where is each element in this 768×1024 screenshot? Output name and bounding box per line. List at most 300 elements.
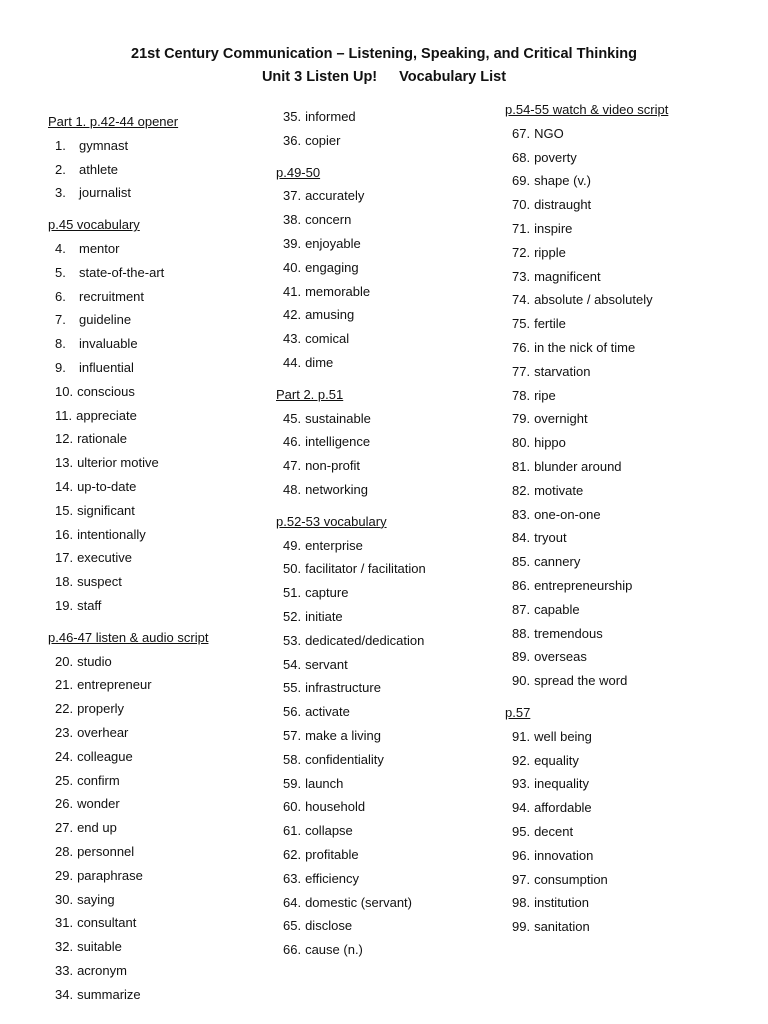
item-word: copier <box>305 132 341 148</box>
item-number: 59. <box>283 775 302 791</box>
item-number: 40. <box>283 259 302 275</box>
item-number: 34. <box>55 986 74 1002</box>
item-number: 42. <box>283 307 302 323</box>
vocab-item <box>276 105 426 129</box>
item-word: one-on-one <box>534 506 601 522</box>
item-word: enjoyable <box>305 235 361 251</box>
item-number: 81. <box>512 458 531 474</box>
vocab-item <box>48 499 208 523</box>
item-number: 9. <box>55 359 66 375</box>
item-number: 43. <box>283 331 302 347</box>
item-number: 31. <box>55 915 74 931</box>
item-word: acronym <box>77 962 127 978</box>
vocab-item <box>276 430 426 454</box>
item-number: 4. <box>55 240 66 256</box>
vocab-item <box>276 843 426 867</box>
vocab-item <box>505 574 668 598</box>
item-number: 7. <box>55 312 66 328</box>
vocab-item <box>48 523 208 547</box>
item-number: 68. <box>512 149 531 165</box>
vocab-section <box>48 626 208 1007</box>
item-word: confidentiality <box>305 751 384 767</box>
item-number: 51. <box>283 585 302 601</box>
vocab-item <box>276 534 426 558</box>
vocab-item <box>48 427 208 451</box>
vocab-item <box>276 232 426 256</box>
item-number: 12. <box>55 431 74 447</box>
vocab-item <box>505 669 668 693</box>
item-word: sanitation <box>534 919 590 935</box>
vocab-item <box>505 772 668 796</box>
item-number: 93. <box>512 776 531 792</box>
vocab-item <box>276 700 426 724</box>
vocab-item <box>48 451 208 475</box>
vocab-item <box>48 983 208 1007</box>
item-number: 70. <box>512 197 531 213</box>
section-heading: p.52-53 vocabulary <box>276 513 387 529</box>
item-word: make a living <box>305 727 381 743</box>
vocab-item <box>505 407 668 431</box>
item-word: cause (n.) <box>305 942 363 958</box>
vocab-item <box>505 749 668 773</box>
item-number: 71. <box>512 220 531 236</box>
item-number: 83. <box>512 506 531 522</box>
vocab-item <box>48 134 208 158</box>
item-number: 36. <box>283 132 302 148</box>
vocab-item <box>48 261 208 285</box>
vocab-item <box>48 959 208 983</box>
item-word: properly <box>77 701 125 717</box>
vocab-item <box>505 598 668 622</box>
vocab-section <box>276 105 426 153</box>
item-word: accurately <box>305 188 365 204</box>
vocab-section <box>276 383 426 502</box>
title-line-1: 21st Century Communication – Listening, Speaking, and Critical Thinking <box>131 46 637 62</box>
item-number: 14. <box>55 478 74 494</box>
vocab-column-3 <box>505 98 668 939</box>
item-word: well being <box>534 728 592 744</box>
item-word: profitable <box>305 846 359 862</box>
document-subtitle <box>0 66 768 88</box>
item-word: intentionally <box>77 526 146 542</box>
item-word: summarize <box>77 986 141 1002</box>
item-number: 82. <box>512 482 531 498</box>
item-number: 56. <box>283 704 302 720</box>
item-number: 75. <box>512 316 531 332</box>
item-word: servant <box>305 656 348 672</box>
vocab-item <box>48 840 208 864</box>
item-number: 48. <box>283 481 302 497</box>
item-word: invaluable <box>79 336 138 352</box>
item-word: mentor <box>79 240 120 256</box>
vocab-item <box>505 622 668 646</box>
item-number: 62. <box>283 846 302 862</box>
vocab-item <box>276 557 426 581</box>
item-number: 92. <box>512 752 531 768</box>
item-word: ulterior motive <box>77 455 159 471</box>
item-word: spread the word <box>534 673 628 689</box>
vocab-item <box>276 724 426 748</box>
item-word: executive <box>77 550 132 566</box>
vocab-item <box>276 407 426 431</box>
item-word: saying <box>77 891 115 907</box>
item-word: affordable <box>534 800 592 816</box>
item-word: entrepreneur <box>77 677 152 693</box>
document-title <box>0 43 768 65</box>
vocab-item <box>505 891 668 915</box>
item-number: 76. <box>512 339 531 355</box>
item-number: 30. <box>55 891 74 907</box>
vocab-item <box>276 605 426 629</box>
item-number: 64. <box>283 894 302 910</box>
vocab-section <box>48 213 208 618</box>
item-word: overhear <box>77 724 129 740</box>
item-word: motivate <box>534 482 584 498</box>
vocab-item <box>505 503 668 527</box>
item-word: collapse <box>305 823 353 839</box>
item-word: conscious <box>77 383 135 399</box>
item-number: 63. <box>283 870 302 886</box>
vocab-item <box>505 384 668 408</box>
item-number: 47. <box>283 458 302 474</box>
item-word: paraphrase <box>77 867 143 883</box>
item-number: 46. <box>283 434 302 450</box>
vocab-item <box>48 792 208 816</box>
item-number: 52. <box>283 608 302 624</box>
item-word: wonder <box>77 796 120 812</box>
item-number: 60. <box>283 799 302 815</box>
section-heading: p.54-55 watch & video script <box>505 102 669 117</box>
vocab-item <box>505 526 668 550</box>
item-word: activate <box>305 704 350 720</box>
item-number: 86. <box>512 577 531 593</box>
vocab-item <box>276 914 426 938</box>
vocab-item <box>505 868 668 892</box>
item-number: 27. <box>55 820 74 836</box>
vocab-item <box>505 645 668 669</box>
item-word: ripe <box>534 387 556 403</box>
item-word: consumption <box>534 871 608 887</box>
vocab-item <box>48 546 208 570</box>
item-word: staff <box>77 597 102 613</box>
vocab-item <box>505 241 668 265</box>
item-word: up-to-date <box>77 478 137 494</box>
item-number: 28. <box>55 843 74 859</box>
vocab-section <box>276 510 426 962</box>
vocab-item <box>505 288 668 312</box>
item-word: innovation <box>534 847 594 863</box>
item-number: 38. <box>283 212 302 228</box>
item-word: personnel <box>77 843 135 859</box>
vocab-item <box>505 844 668 868</box>
unit-title: Unit 3 Listen Up! <box>261 69 378 85</box>
item-word: enterprise <box>305 537 363 553</box>
item-number: 77. <box>512 363 531 379</box>
item-word: NGO <box>534 125 564 141</box>
item-number: 2. <box>55 161 66 177</box>
item-word: institution <box>534 895 589 911</box>
item-word: influential <box>79 359 134 375</box>
item-word: ripple <box>534 244 566 260</box>
vocab-item <box>48 475 208 499</box>
vocab-item <box>48 404 208 428</box>
item-word: shape (v.) <box>534 173 591 189</box>
item-word: overnight <box>534 411 588 427</box>
item-number: 1. <box>55 137 66 153</box>
vocab-item <box>276 208 426 232</box>
item-number: 98. <box>512 895 531 911</box>
item-number: 85. <box>512 554 531 570</box>
vocab-item <box>505 169 668 193</box>
item-word: in the nick of time <box>534 339 636 355</box>
vocab-item <box>48 332 208 356</box>
item-word: guideline <box>79 312 132 328</box>
section-heading: p.46-47 listen & audio script <box>48 629 209 645</box>
vocab-item <box>505 312 668 336</box>
item-word: journalist <box>79 185 132 201</box>
vocab-item <box>276 256 426 280</box>
vocab-item <box>276 867 426 891</box>
item-word: inequality <box>534 776 590 792</box>
item-number: 87. <box>512 601 531 617</box>
item-word: confirm <box>77 772 120 788</box>
vocab-item <box>48 285 208 309</box>
item-number: 25. <box>55 772 74 788</box>
item-number: 23. <box>55 724 74 740</box>
section-heading: Part 1. p.42-44 opener <box>48 114 179 129</box>
item-number: 57. <box>283 727 302 743</box>
item-word: suitable <box>77 939 122 955</box>
item-number: 55. <box>283 680 302 696</box>
vocab-item <box>505 193 668 217</box>
item-word: capable <box>534 601 580 617</box>
item-word: fertile <box>534 316 566 332</box>
vocab-item <box>505 479 668 503</box>
vocab-item <box>48 181 208 205</box>
item-word: end up <box>77 820 117 836</box>
item-word: studio <box>77 653 112 669</box>
vocab-item <box>48 721 208 745</box>
vocab-item <box>505 360 668 384</box>
vocab-item <box>48 864 208 888</box>
vocab-item <box>276 327 426 351</box>
section-heading: p.49-50 <box>276 164 321 180</box>
item-word: poverty <box>534 149 577 165</box>
item-word: memorable <box>305 283 371 299</box>
item-word: infrastructure <box>305 680 381 696</box>
vocab-item <box>276 748 426 772</box>
vocab-item <box>276 676 426 700</box>
vocab-item <box>276 280 426 304</box>
vocab-item <box>276 351 426 375</box>
item-word: cannery <box>534 554 581 570</box>
item-number: 35. <box>283 109 302 124</box>
vocab-item <box>48 594 208 618</box>
vocab-item <box>505 550 668 574</box>
item-number: 29. <box>55 867 74 883</box>
item-number: 66. <box>283 942 302 958</box>
item-word: dedicated/dedication <box>305 632 425 648</box>
item-number: 8. <box>55 336 66 352</box>
item-number: 18. <box>55 574 74 590</box>
item-number: 21. <box>55 677 74 693</box>
vocab-item <box>48 570 208 594</box>
item-number: 15. <box>55 502 74 518</box>
item-word: rationale <box>77 431 127 447</box>
item-number: 90. <box>512 673 531 689</box>
item-number: 69. <box>512 173 531 189</box>
item-number: 67. <box>512 125 531 141</box>
vocab-item <box>276 629 426 653</box>
vocab-item <box>48 816 208 840</box>
item-number: 41. <box>283 283 302 299</box>
item-number: 61. <box>283 823 302 839</box>
item-number: 74. <box>512 292 531 308</box>
item-number: 97. <box>512 871 531 887</box>
item-number: 79. <box>512 411 531 427</box>
vocab-item <box>276 891 426 915</box>
vocab-item <box>48 769 208 793</box>
item-word: amusing <box>305 307 355 323</box>
vocab-item <box>48 935 208 959</box>
item-number: 20. <box>55 653 74 669</box>
item-number: 50. <box>283 561 302 577</box>
vocab-section <box>48 110 208 205</box>
item-word: colleague <box>77 748 133 764</box>
item-number: 33. <box>55 962 74 978</box>
item-word: starvation <box>534 363 591 379</box>
vocab-item <box>276 184 426 208</box>
item-number: 19. <box>55 597 74 613</box>
item-word: informed <box>305 109 356 124</box>
item-number: 95. <box>512 823 531 839</box>
vocab-item <box>48 356 208 380</box>
vocab-item <box>48 697 208 721</box>
item-number: 91. <box>512 728 531 744</box>
section-heading: p.45 vocabulary <box>48 217 140 233</box>
item-word: launch <box>305 775 344 791</box>
item-word: dime <box>305 354 334 370</box>
item-word: state-of-the-art <box>79 264 165 280</box>
item-number: 53. <box>283 632 302 648</box>
item-number: 78. <box>512 387 531 403</box>
item-number: 45. <box>283 410 302 426</box>
item-word: absolute / absolutely <box>534 292 653 308</box>
item-word: athlete <box>79 161 119 177</box>
item-word: non-profit <box>305 458 360 474</box>
vocab-section <box>505 701 668 939</box>
vocab-item <box>48 308 208 332</box>
item-word: comical <box>305 331 350 347</box>
vocab-item <box>505 122 668 146</box>
vocab-item <box>276 938 426 962</box>
item-number: 16. <box>55 526 74 542</box>
item-word: recruitment <box>79 288 145 304</box>
vocab-item <box>505 455 668 479</box>
item-word: inspire <box>534 220 573 236</box>
item-word: initiate <box>305 608 343 624</box>
section-heading: Part 2. p.51 <box>276 386 344 402</box>
item-number: 88. <box>512 625 531 641</box>
vocab-item <box>48 673 208 697</box>
vocab-item <box>48 237 208 261</box>
item-number: 10. <box>55 383 74 399</box>
item-number: 22. <box>55 701 74 717</box>
vocab-item <box>505 431 668 455</box>
vocab-item <box>48 380 208 404</box>
item-number: 58. <box>283 751 302 767</box>
item-word: sustainable <box>305 410 371 426</box>
vocab-item <box>505 265 668 289</box>
item-number: 37. <box>283 188 302 204</box>
vocab-item <box>505 336 668 360</box>
item-word: household <box>305 799 366 815</box>
item-number: 26. <box>55 796 74 812</box>
item-number: 11. <box>55 407 73 423</box>
vocab-section <box>276 161 426 375</box>
item-number: 44. <box>283 354 302 370</box>
item-word: blunder around <box>534 458 622 474</box>
vocab-item <box>505 217 668 241</box>
item-word: gymnast <box>79 137 129 153</box>
vocab-item <box>276 819 426 843</box>
item-word: entrepreneurship <box>534 577 633 593</box>
item-number: 17. <box>55 550 74 566</box>
item-number: 39. <box>283 235 302 251</box>
item-number: 54. <box>283 656 302 672</box>
item-word: distraught <box>534 197 592 213</box>
item-number: 6. <box>55 288 66 304</box>
item-word: decent <box>534 823 574 839</box>
vocab-item <box>276 581 426 605</box>
vocab-item <box>276 129 426 153</box>
vocab-item <box>505 915 668 939</box>
item-number: 99. <box>512 919 531 935</box>
item-number: 94. <box>512 800 531 816</box>
item-word: capture <box>305 585 349 601</box>
item-number: 49. <box>283 537 302 553</box>
vocab-item <box>276 454 426 478</box>
vocab-item <box>505 796 668 820</box>
item-word: hippo <box>534 435 566 451</box>
item-word: significant <box>77 502 135 518</box>
vocab-column-1 <box>48 110 208 1006</box>
item-number: 89. <box>512 649 531 665</box>
item-word: concern <box>305 212 352 228</box>
item-number: 13. <box>55 455 74 471</box>
item-word: overseas <box>534 649 587 665</box>
section-heading: p.57 <box>505 704 531 720</box>
vocab-item <box>276 653 426 677</box>
item-number: 96. <box>512 847 531 863</box>
vocab-section <box>505 98 668 693</box>
item-word: facilitator / facilitation <box>305 561 426 577</box>
vocab-item <box>276 795 426 819</box>
vocab-item <box>48 650 208 674</box>
item-word: engaging <box>305 259 359 275</box>
vocab-column-2 <box>276 105 426 962</box>
item-number: 80. <box>512 435 531 451</box>
vocab-item <box>48 158 208 182</box>
vocab-item <box>276 303 426 327</box>
item-word: appreciate <box>76 407 137 423</box>
vocab-item <box>48 745 208 769</box>
item-number: 3. <box>55 185 66 201</box>
vocab-item <box>505 146 668 170</box>
item-word: intelligence <box>305 434 371 450</box>
item-word: efficiency <box>305 870 360 886</box>
vocab-item <box>276 478 426 502</box>
